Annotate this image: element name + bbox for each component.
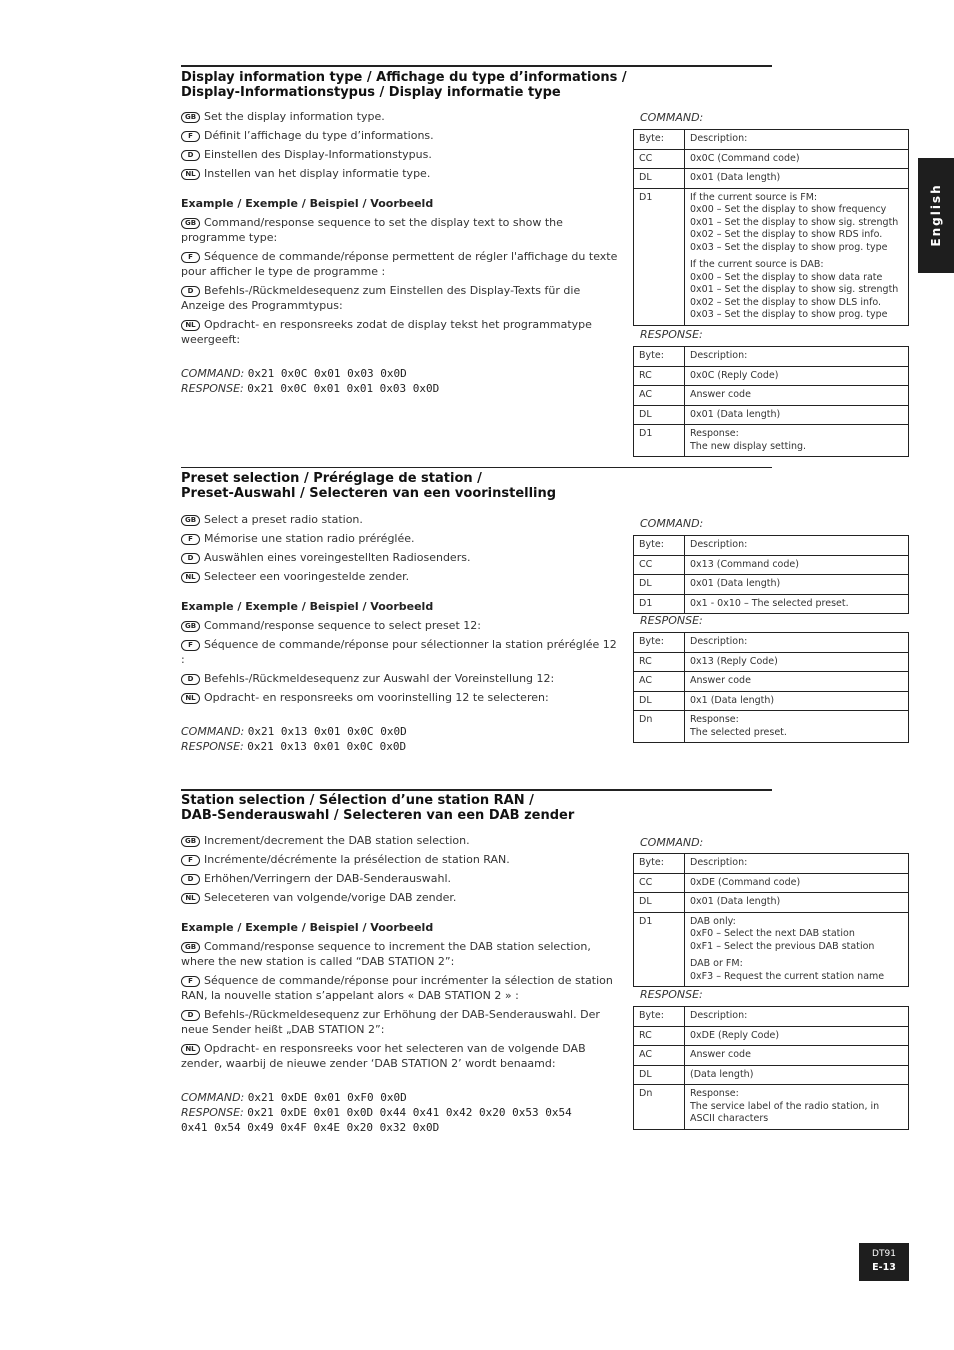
table-row xyxy=(634,873,909,893)
table-value-cell xyxy=(685,672,909,692)
table-key-cell: D1 xyxy=(634,188,685,325)
table-value-line: The selected preset. xyxy=(690,726,787,738)
description-text: Auswählen eines voreingestellten Radiosenders. xyxy=(204,551,471,564)
table-value-line: 0xF1 – Select the previous DAB station xyxy=(690,940,875,952)
command-sequence xyxy=(181,1090,621,1105)
language-badge-icon: F xyxy=(181,534,200,545)
table-row xyxy=(634,130,909,150)
table-value-line: Description: xyxy=(690,539,748,550)
table-row xyxy=(634,169,909,189)
example-text: Séquence de commande/réponse pour incrémenter la sélection de station RAN, la nouvelle station s’appelant alors « DAB STATION 2 » : xyxy=(181,974,613,1002)
table-value-line: 0xF0 – Select the next DAB station xyxy=(690,928,855,939)
table-value-line: 0xDE (Reply Code) xyxy=(690,1029,780,1041)
description-line xyxy=(181,512,621,527)
table-value-cell xyxy=(685,1026,909,1046)
table-key-cell: Dn xyxy=(634,1085,685,1130)
example-text: Command/response sequence to set the display text to show the programme type: xyxy=(181,216,563,244)
response-sequence xyxy=(181,1105,621,1135)
table-value-line: 0x03 – Set the display to show prog. type xyxy=(690,309,888,320)
table-value-line: Description: xyxy=(690,1010,748,1021)
example-line xyxy=(181,939,621,969)
response-sequence-label: RESPONSE: xyxy=(181,740,244,753)
table-value-cell xyxy=(685,691,909,711)
table-value-line: 0x00 – Set the display to show data rate xyxy=(690,271,883,283)
language-tab-label: English xyxy=(929,183,943,247)
spacer xyxy=(181,709,621,724)
example-heading: Example / Exemple / Beispiel / Voorbeeld xyxy=(181,921,434,934)
description-line xyxy=(181,852,621,867)
response-sequence-code: 0x21 0xDE 0x01 0x0D 0x44 0x41 0x42 0x20 0x53 0x54 xyxy=(247,1106,572,1119)
table-key-cell: Byte: xyxy=(634,633,685,653)
example-line xyxy=(181,1041,621,1071)
response-sequence-code: 0x21 0x0C 0x01 0x01 0x03 0x0D xyxy=(247,382,440,395)
response-label: RESPONSE: xyxy=(640,328,703,341)
description-text: Set the display information type. xyxy=(204,110,385,123)
language-badge-icon: D xyxy=(181,1010,200,1021)
table-value-line: 0x1 - 0x10 – The selected preset. xyxy=(690,597,849,609)
response-sequence-label: RESPONSE: xyxy=(181,1106,244,1119)
table-value-line: 0x00 – Set the display to show frequency xyxy=(690,204,887,215)
spacer xyxy=(181,351,621,366)
section-rule xyxy=(181,467,772,468)
table-value-line: The new display setting. xyxy=(690,440,807,452)
table-value-cell xyxy=(685,169,909,189)
table-row xyxy=(634,854,909,874)
table-value-line: 0xDE (Command code) xyxy=(690,876,801,888)
table-key-cell: DL xyxy=(634,575,685,595)
description-text: Einstellen des Display-Informationstypus. xyxy=(204,148,432,161)
example-text: Command/response sequence to increment the DAB station selection, where the new station is called “DAB STATION 2”: xyxy=(181,940,591,968)
description-line xyxy=(181,871,621,886)
command-sequence xyxy=(181,366,621,381)
table-value-line: ASCII characters xyxy=(690,1113,769,1124)
table-value-cell xyxy=(685,854,909,874)
description-text: Select a preset radio station. xyxy=(204,513,363,526)
table-value-line: 0xF3 – Request the current station name xyxy=(690,970,885,982)
language-badge-icon: GB xyxy=(181,515,200,526)
description-text: Instellen van het display informatie type. xyxy=(204,167,431,180)
table-value-line: 0x01 (Data length) xyxy=(690,408,781,420)
response-table xyxy=(633,346,909,457)
description-line xyxy=(181,531,621,546)
table-value-line: 0x01 – Set the display to show sig. strength xyxy=(690,284,899,295)
table-value-cell xyxy=(685,1046,909,1066)
table-key-cell: AC xyxy=(634,1046,685,1066)
table-value-line: 0x01 – Set the display to show sig. strength xyxy=(690,216,899,228)
command-table xyxy=(633,129,909,326)
description-line xyxy=(181,550,621,565)
table-row xyxy=(634,1085,909,1130)
table-value-cell xyxy=(685,633,909,653)
command-sequence-code: 0x21 0x13 0x01 0x0C 0x0D xyxy=(247,725,407,738)
language-tab xyxy=(918,158,954,273)
command-table xyxy=(633,535,909,614)
example-line xyxy=(181,618,621,633)
table-row xyxy=(634,575,909,595)
table-value-line: If the current source is FM: xyxy=(690,191,818,203)
description-line xyxy=(181,890,621,905)
table-value-cell xyxy=(685,555,909,575)
command-sequence-code: 0x21 0xDE 0x01 0xF0 0x0D xyxy=(247,1091,407,1104)
table-value-line: Answer code xyxy=(690,675,751,686)
example-line xyxy=(181,1007,621,1037)
description-text: Mémorise une station radio préréglée. xyxy=(204,532,415,545)
command-table xyxy=(633,853,909,987)
response-label: RESPONSE: xyxy=(640,614,703,627)
table-value-cell xyxy=(685,594,909,614)
example-line xyxy=(181,671,621,686)
description-line xyxy=(181,166,621,181)
example-text: Command/response sequence to select preset 12: xyxy=(204,619,481,632)
language-badge-icon: GB xyxy=(181,112,200,123)
response-sequence xyxy=(181,739,621,754)
table-row xyxy=(634,536,909,556)
table-row xyxy=(634,633,909,653)
response-label: RESPONSE: xyxy=(640,988,703,1001)
description-text: Selecteer een vooringestelde zender. xyxy=(204,570,410,583)
table-value-line: Response: xyxy=(690,1088,739,1099)
language-badge-icon: NL xyxy=(181,693,200,704)
table-row xyxy=(634,347,909,367)
table-value-line: Description: xyxy=(690,133,748,144)
table-value-line: 0x0C (Command code) xyxy=(690,152,800,164)
table-row xyxy=(634,555,909,575)
table-row xyxy=(634,1007,909,1027)
table-row xyxy=(634,652,909,672)
table-key-cell: RC xyxy=(634,366,685,386)
description-line xyxy=(181,833,621,848)
table-value-line: 0x13 (Reply Code) xyxy=(690,655,778,667)
command-label: COMMAND: xyxy=(640,836,704,849)
table-key-cell: AC xyxy=(634,672,685,692)
response-table xyxy=(633,632,909,743)
table-key-cell: Byte: xyxy=(634,347,685,367)
section-rule xyxy=(181,65,772,67)
example-line xyxy=(181,973,621,1003)
language-badge-icon: GB xyxy=(181,836,200,847)
table-value-line: Answer code xyxy=(690,389,751,400)
table-value-cell xyxy=(685,386,909,406)
section-title: Preset selection / Préréglage de station / Preset-Auswahl / Selecteren van een voorinstelling xyxy=(181,471,557,501)
language-badge-icon: D xyxy=(181,286,200,297)
description-line xyxy=(181,109,621,124)
table-key-cell: AC xyxy=(634,386,685,406)
example-heading: Example / Exemple / Beispiel / Voorbeeld xyxy=(181,197,434,210)
description-text: Incrémente/décrémente la présélection de station RAN. xyxy=(204,853,510,866)
table-value-line: 0x03 – Set the display to show prog. type xyxy=(690,241,888,253)
language-badge-icon: F xyxy=(181,640,200,651)
command-sequence-code: 0x21 0x0C 0x01 0x03 0x0D xyxy=(247,367,407,380)
table-key-cell: DL xyxy=(634,169,685,189)
table-row xyxy=(634,711,909,743)
description-line xyxy=(181,128,621,143)
table-value-line: 0x01 (Data length) xyxy=(690,172,781,183)
table-value-line: If the current source is DAB: xyxy=(690,259,824,270)
table-row xyxy=(634,425,909,457)
table-row xyxy=(634,1046,909,1066)
page-number-box xyxy=(859,1243,909,1281)
table-value-cell xyxy=(685,1085,909,1130)
description-text: Définit l’affichage du type d’informations. xyxy=(204,129,434,142)
table-value-cell xyxy=(685,1065,909,1085)
table-row xyxy=(634,691,909,711)
table-value-line: 0x02 – Set the display to show DLS info. xyxy=(690,296,881,308)
table-value-line: Response: xyxy=(690,714,739,725)
table-value-line: 0x0C (Reply Code) xyxy=(690,369,779,381)
table-key-cell: DL xyxy=(634,405,685,425)
table-value-cell xyxy=(685,366,909,386)
page-number: E-13 xyxy=(872,1262,896,1273)
language-badge-icon: F xyxy=(181,855,200,866)
example-text: Befehls-/Rückmeldesequenz zur Auswahl der Voreinstellung 12: xyxy=(204,672,555,685)
example-text: Opdracht- en responsreeks om voorinstelling 12 te selecteren: xyxy=(204,691,549,704)
language-badge-icon: GB xyxy=(181,942,200,953)
language-badge-icon: D xyxy=(181,874,200,885)
example-text: Befehls-/Rückmeldesequenz zur Erhöhung der DAB-Senderauswahl. Der neue Sender heißt „DAB STATION 2”: xyxy=(181,1008,600,1036)
language-badge-icon: D xyxy=(181,150,200,161)
table-key-cell: D1 xyxy=(634,912,685,987)
response-sequence-code: 0x21 0x13 0x01 0x0C 0x0D xyxy=(247,740,407,753)
response-sequence xyxy=(181,381,621,396)
language-badge-icon: D xyxy=(181,553,200,564)
table-value-cell xyxy=(685,873,909,893)
table-value-cell xyxy=(685,149,909,169)
table-value-line: Description: xyxy=(690,636,748,647)
table-row xyxy=(634,912,909,987)
example-line xyxy=(181,283,621,313)
example-line xyxy=(181,690,621,705)
example-text: Opdracht- en responsreeks zodat de display tekst het programmatype weergeeft: xyxy=(181,318,592,346)
table-value-cell xyxy=(685,536,909,556)
example-line xyxy=(181,637,621,667)
table-key-cell: CC xyxy=(634,873,685,893)
command-sequence-label: COMMAND: xyxy=(181,1091,245,1104)
language-badge-icon: NL xyxy=(181,169,200,180)
language-badge-icon: NL xyxy=(181,572,200,583)
table-value-cell xyxy=(685,347,909,367)
table-value-cell xyxy=(685,1007,909,1027)
response-table xyxy=(633,1006,909,1130)
example-line xyxy=(181,249,621,279)
table-value-cell xyxy=(685,405,909,425)
language-badge-icon: NL xyxy=(181,893,200,904)
command-sequence xyxy=(181,724,621,739)
table-value-line: 0x02 – Set the display to show RDS info. xyxy=(690,229,883,240)
table-value-cell xyxy=(685,711,909,743)
table-row xyxy=(634,366,909,386)
command-sequence-label: COMMAND: xyxy=(181,725,245,738)
command-label: COMMAND: xyxy=(640,111,704,124)
example-heading: Example / Exemple / Beispiel / Voorbeeld xyxy=(181,600,434,613)
table-key-cell: Dn xyxy=(634,711,685,743)
table-row xyxy=(634,594,909,614)
table-value-line: DAB or FM: xyxy=(690,958,743,969)
command-sequence-label: COMMAND: xyxy=(181,367,245,380)
language-badge-icon: F xyxy=(181,976,200,987)
table-value-line: Description: xyxy=(690,350,748,361)
description-text: Seleceteren van volgende/vorige DAB zender. xyxy=(204,891,457,904)
language-badge-icon: D xyxy=(181,674,200,685)
section-title: Station selection / Sélection d’une station RAN / DAB-Senderauswahl / Selecteren van een DAB zender xyxy=(181,793,575,823)
table-row xyxy=(634,188,909,325)
table-value-cell xyxy=(685,893,909,913)
table-key-cell: RC xyxy=(634,1026,685,1046)
table-value-line: 0x1 (Data length) xyxy=(690,694,775,706)
section-text xyxy=(181,833,621,1135)
response-sequence-code: 0x41 0x54 0x49 0x4F 0x4E 0x20 0x32 0x0D xyxy=(181,1121,440,1134)
section-text xyxy=(181,512,621,754)
example-line xyxy=(181,317,621,347)
table-value-cell xyxy=(685,188,909,325)
table-key-cell: RC xyxy=(634,652,685,672)
table-key-cell: DL xyxy=(634,1065,685,1085)
language-badge-icon: F xyxy=(181,131,200,142)
table-key-cell: Byte: xyxy=(634,536,685,556)
table-value-line: DAB only: xyxy=(690,915,736,927)
section-title: Display information type / Affichage du type d’informations / Display-Informationstypus / Display informatie type xyxy=(181,70,627,100)
table-row xyxy=(634,672,909,692)
table-key-cell: Byte: xyxy=(634,1007,685,1027)
example-text: Befehls-/Rückmeldesequenz zum Einstellen des Display-Texts für die Anzeige des Programmtypus: xyxy=(181,284,581,312)
table-value-line: Answer code xyxy=(690,1049,751,1060)
description-line xyxy=(181,569,621,584)
table-value-line: Response: xyxy=(690,428,739,439)
example-line xyxy=(181,215,621,245)
table-row xyxy=(634,386,909,406)
table-value-line: (Data length) xyxy=(690,1068,754,1080)
response-sequence-label: RESPONSE: xyxy=(181,382,244,395)
example-text: Opdracht- en responsreeks voor het selecteren van de volgende DAB zender, waarbij de nieuwe zender ‘DAB STATION 2’ wordt benaamd: xyxy=(181,1042,586,1070)
language-badge-icon: GB xyxy=(181,621,200,632)
description-text: Increment/decrement the DAB station selection. xyxy=(204,834,470,847)
table-key-cell: D1 xyxy=(634,425,685,457)
command-label: COMMAND: xyxy=(640,517,704,530)
table-value-line: 0x01 (Data length) xyxy=(690,578,781,589)
table-value-cell xyxy=(685,652,909,672)
table-value-cell xyxy=(685,575,909,595)
model-name: DT91 xyxy=(872,1249,896,1259)
table-row xyxy=(634,149,909,169)
section-text xyxy=(181,109,621,396)
table-row xyxy=(634,405,909,425)
table-value-line: 0x01 (Data length) xyxy=(690,896,781,907)
table-value-line: Description: xyxy=(690,857,748,868)
language-badge-icon: NL xyxy=(181,1044,200,1055)
example-text: Séquence de commande/réponse pour sélectionner la station préréglée 12 : xyxy=(181,638,617,666)
table-row xyxy=(634,1026,909,1046)
table-row xyxy=(634,893,909,913)
table-row xyxy=(634,1065,909,1085)
spacer xyxy=(181,1075,621,1090)
table-value-cell xyxy=(685,425,909,457)
description-text: Erhöhen/Verringern der DAB-Senderauswahl. xyxy=(204,872,452,885)
language-badge-icon: NL xyxy=(181,320,200,331)
table-key-cell: CC xyxy=(634,149,685,169)
description-line xyxy=(181,147,621,162)
table-value-line: 0x13 (Command code) xyxy=(690,558,799,570)
section-rule xyxy=(181,789,772,791)
table-value-line: The service label of the radio station, in xyxy=(690,1100,880,1112)
table-key-cell: DL xyxy=(634,893,685,913)
table-key-cell: D1 xyxy=(634,594,685,614)
table-key-cell: Byte: xyxy=(634,854,685,874)
table-key-cell: DL xyxy=(634,691,685,711)
table-key-cell: Byte: xyxy=(634,130,685,150)
table-key-cell: CC xyxy=(634,555,685,575)
example-text: Séquence de commande/réponse permettent de régler l'affichage du texte pour afficher le type de programme : xyxy=(181,250,618,278)
language-badge-icon: GB xyxy=(181,218,200,229)
language-badge-icon: F xyxy=(181,252,200,263)
table-value-cell xyxy=(685,130,909,150)
table-value-cell xyxy=(685,912,909,987)
